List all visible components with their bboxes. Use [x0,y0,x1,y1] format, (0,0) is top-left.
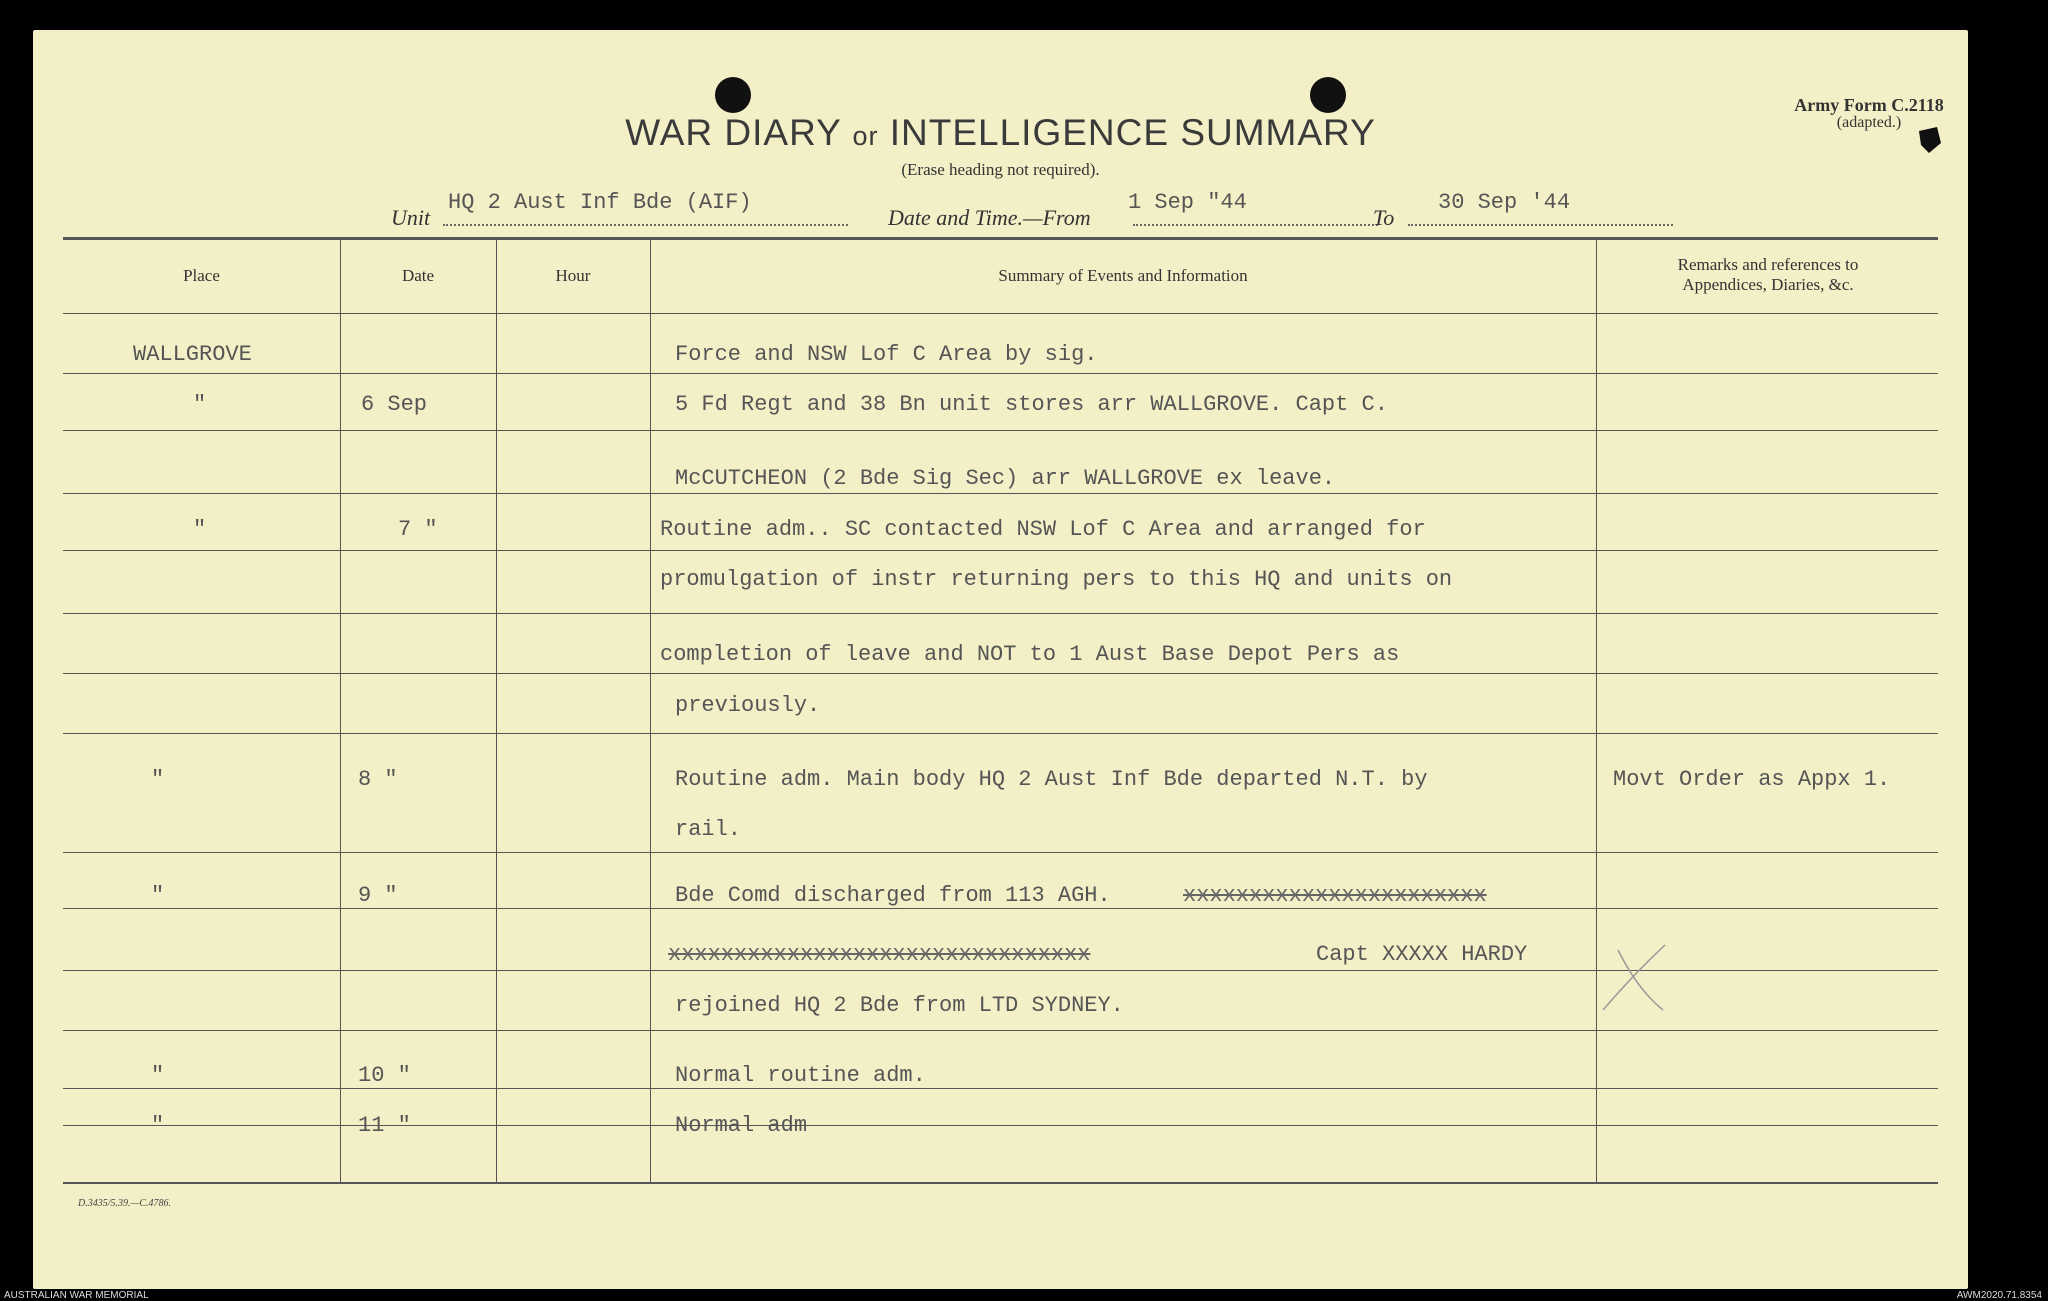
to-label: To [1373,205,1395,230]
form-title: WAR DIARY or INTELLIGENCE SUMMARY [625,112,1376,153]
date-time-label: Date and Time.—From [888,205,1091,230]
place-cell: " [193,517,207,542]
from-date-value: 1 Sep "44 [1128,190,1247,215]
date-cell: 10 " [358,1063,411,1088]
place-cell: " [151,767,165,792]
struck-out-text: xxxxxxxxxxxxxxxxxxxxxxxxxxxxxxxx [668,942,1091,967]
col-divider-4 [1596,237,1597,1182]
col-header-summary: Summary of Events and Information [998,266,1248,285]
print-code: D.3435/5.39.—C.4786. [78,1198,172,1209]
unit-value: HQ 2 Aust Inf Bde (AIF) [448,190,752,215]
row-rule [63,430,1938,431]
col-divider-3 [650,237,651,1182]
summary-cell: Bde Comd discharged from 113 AGH. [675,883,1111,908]
summary-cell: Capt XXXXX HARDY [1316,942,1528,967]
date-cell: 9 " [358,883,398,908]
table-bottom-rule [63,1182,1938,1184]
row-rule [63,1030,1938,1031]
summary-cell: 5 Fd Regt and 38 Bn unit stores arr WALLGROVE. Capt C. [675,392,1388,417]
row-rule [63,908,1938,909]
date-cell: 7 " [398,517,438,542]
summary-cell: completion of leave and NOT to 1 Aust Base Depot Pers as [660,642,1400,667]
col-divider-2 [496,237,497,1182]
header-bottom-rule [63,313,1938,314]
summary-cell: rail. [675,817,742,842]
row-rule [63,733,1938,734]
pencil-x-mark [1593,940,1673,1020]
struck-out-text: xxxxxxxxxxxxxxxxxxxxxxx [1183,883,1487,908]
row-rule [63,613,1938,614]
summary-cell: Routine adm. Main body HQ 2 Aust Inf Bde departed N.T. by [675,767,1428,792]
date-cell: 8 " [358,767,398,792]
place-cell: " [193,392,207,417]
row-rule [63,1088,1938,1089]
punch-hole-right [1310,77,1346,113]
summary-cell: previously. [675,693,821,718]
to-dotted-line [1408,224,1673,226]
place-cell: " [151,883,165,908]
unit-label: Unit [391,205,431,230]
archive-credit: AUSTRALIAN WAR MEMORIAL [4,1290,149,1301]
to-date-value: 30 Sep '44 [1438,190,1571,215]
summary-cell: Routine adm.. SC contacted NSW Lof C Area and arranged for [660,517,1426,542]
punch-hole-left [715,77,751,113]
col-header-date: Date [401,266,435,285]
date-cell: 6 Sep [361,392,428,417]
row-rule [63,852,1938,853]
form-subtitle: (Erase heading not required). [901,160,1100,179]
row-rule [63,550,1938,551]
summary-cell: Force and NSW Lof C Area by sig. [675,342,1098,367]
army-form-number: Army Form C.2118 (adapted.) [1794,95,1944,131]
summary-cell: rejoined HQ 2 Bde from LTD SYDNEY. [675,993,1124,1018]
row-rule [63,373,1938,374]
torn-corner-mark [1915,125,1945,155]
place-cell: " [151,1113,165,1138]
diary-sheet [33,30,1968,1289]
summary-cell: McCUTCHEON (2 Bde Sig Sec) arr WALLGROVE ex leave. [675,466,1336,491]
summary-cell: Normal adm [675,1113,808,1138]
place-cell: WALLGROVE [133,342,252,367]
col-header-place: Place [183,266,220,285]
summary-cell: promulgation of instr returning pers to this HQ and units on [660,567,1453,592]
row-rule [63,493,1938,494]
col-divider-1 [340,237,341,1182]
archive-reference: AWM2020.71.8354 [1956,1290,2042,1301]
col-header-remarks: Remarks and references to Appendices, Diaries, &c. [1677,255,1859,294]
row-rule [63,673,1938,674]
row-rule [63,1125,1938,1126]
place-cell: " [151,1063,165,1088]
col-header-hour: Hour [555,266,591,285]
from-dotted-line [1133,224,1378,226]
summary-cell: Normal routine adm. [675,1063,926,1088]
date-cell: 11 " [358,1113,411,1138]
remarks-cell: Movt Order as Appx 1. [1613,767,1891,792]
unit-dotted-line [443,224,848,226]
table-top-rule [63,237,1938,240]
